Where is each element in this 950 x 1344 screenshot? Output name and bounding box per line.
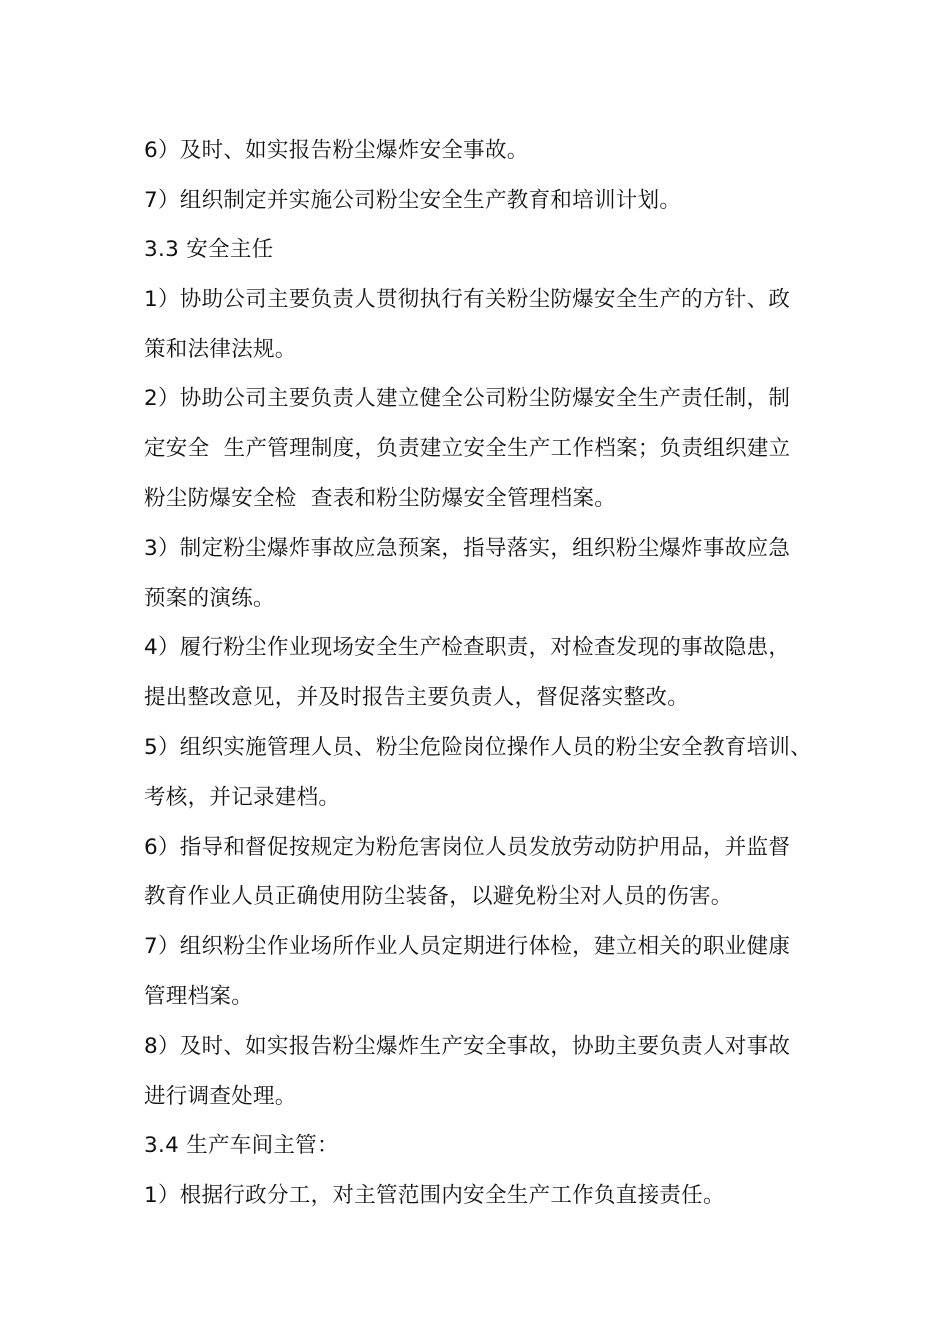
text-line: 教育作业人员正确使用防尘装备，以避免粉尘对人员的伤害。 <box>144 884 733 909</box>
text-line: 3）制定粉尘爆炸事故应急预案，指导落实，组织粉尘爆炸事故应急 <box>144 536 791 561</box>
text-line: 1）根据行政分工，对主管范围内安全生产工作负直接责任。 <box>144 1183 725 1208</box>
text-line: 5）组织实施管理人员、粉尘危险岗位操作人员的粉尘安全教育培训、 <box>144 735 812 760</box>
text-line: 6）指导和督促按规定为粉危害岗位人员发放劳动防护用品，并监督 <box>144 835 791 860</box>
section-heading: 3.3 安全主任 <box>144 237 274 262</box>
text-line: 1）协助公司主要负责人贯彻执行有关粉尘防爆安全生产的方针、政 <box>144 287 791 312</box>
text-line: 8）及时、如实报告粉尘爆炸生产安全事故，协助主要负责人对事故 <box>144 1034 791 1059</box>
text-line: 策和法律法规。 <box>144 337 297 362</box>
text-line: 进行调查处理。 <box>144 1084 297 1109</box>
text-line: 7）组织粉尘作业场所作业人员定期进行体检，建立相关的职业健康 <box>144 934 791 959</box>
text-line: 管理档案。 <box>144 984 254 1009</box>
text-line: 6）及时、如实报告粉尘爆炸安全事故。 <box>144 138 529 163</box>
section-heading: 3.4 生产车间主管： <box>144 1133 339 1158</box>
text-line: 粉尘防爆安全检 查表和粉尘防爆安全管理档案。 <box>144 486 617 511</box>
text-line: 2）协助公司主要负责人建立健全公司粉尘防爆安全生产责任制，制 <box>144 386 791 411</box>
text-line: 定安全 生产管理制度，负责建立安全生产工作档案；负责组织建立 <box>144 436 791 461</box>
text-line: 7）组织制定并实施公司粉尘安全生产教育和培训计划。 <box>144 188 682 213</box>
text-line: 考核，并记录建档。 <box>144 785 341 810</box>
text-line: 预案的演练。 <box>144 586 275 611</box>
text-line: 提出整改意见，并及时报告主要负责人，督促落实整改。 <box>144 685 690 710</box>
text-line: 4）履行粉尘作业现场安全生产检查职责，对检查发现的事故隐患， <box>144 635 791 660</box>
